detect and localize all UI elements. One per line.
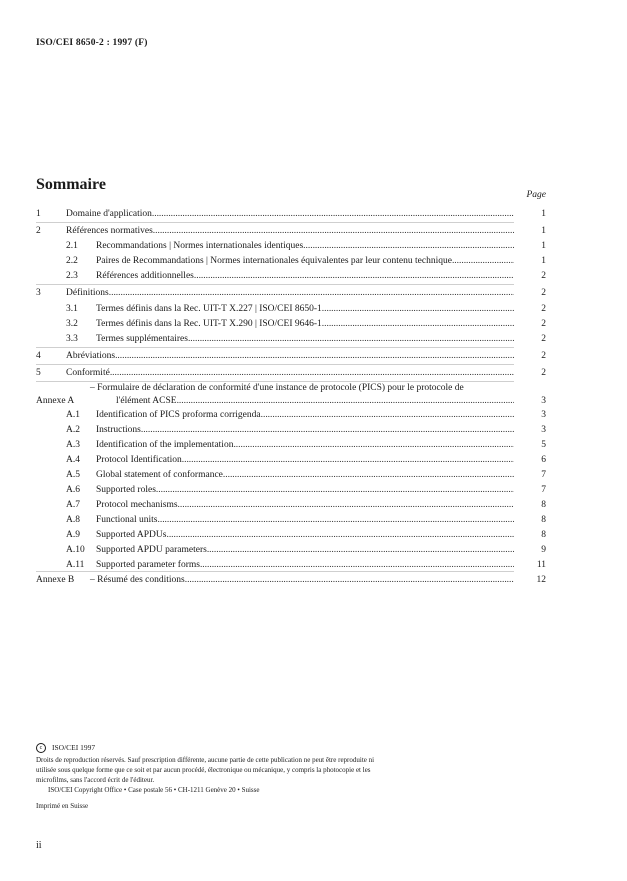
dot-leader: [177, 395, 514, 407]
toc-entry-page: 8: [541, 530, 546, 540]
toc-entry-label: Supported APDU parameters: [96, 545, 207, 555]
toc-entry-number: 3.1: [66, 304, 78, 314]
document-identifier: ISO/CEI 8650-2 : 1997 (F): [36, 38, 148, 48]
rights-statement: Droits de reproduction réservés. Sauf prescription différente, aucune partie de cette publication ne peut être reproduite ni utilisée sous quelque forme que ce soit et par aucun procédé, électronique ou mécanique, y compris la photocopie et les microfilms, sans l'accord écrit de l'éditeur.: [36, 756, 375, 785]
dot-leader: [322, 303, 514, 315]
toc-entry-label: Protocol Identification: [96, 455, 182, 465]
toc-entry[interactable]: [36, 287, 546, 299]
toc-entry-label: Termes définis dans la Rec. UIT-T X.290 | ISO/CEI 9646-1: [96, 319, 322, 329]
dot-leader: [152, 208, 514, 220]
copyright-icon: c: [36, 743, 46, 753]
toc-entry-page: 12: [536, 575, 546, 585]
toc-entry-page: 7: [541, 485, 546, 495]
page-title: Sommaire: [36, 176, 106, 193]
dot-leader: [182, 454, 514, 466]
toc-entry-page: 2: [541, 304, 546, 314]
toc-entry[interactable]: [36, 350, 546, 362]
dot-leader: [452, 255, 514, 267]
toc-entry[interactable]: [36, 469, 546, 481]
toc-entry[interactable]: [36, 255, 546, 267]
toc-entry-number: A.2: [66, 425, 80, 435]
toc-entry-page: 1: [541, 241, 546, 251]
toc-entry[interactable]: [36, 484, 546, 496]
toc-entry-number: A.3: [66, 440, 80, 450]
toc-entry-page: 2: [541, 368, 546, 378]
toc-entry-number: A.9: [66, 530, 80, 540]
toc-entry-label: Identification of the implementation: [96, 440, 234, 450]
toc-entry-page: 8: [541, 500, 546, 510]
toc-entry-number: A.6: [66, 485, 80, 495]
toc-entry-number: 2.3: [66, 271, 78, 281]
toc-entry-number: 2.2: [66, 256, 78, 266]
toc-entry[interactable]: [36, 529, 546, 541]
toc-entry-number: A.1: [66, 410, 80, 420]
dot-leader: [109, 287, 514, 299]
dot-leader: [158, 514, 515, 526]
dot-leader: [322, 318, 514, 330]
toc-entry-page: 5: [541, 440, 546, 450]
toc-entry-label: Conformité: [66, 368, 110, 378]
dot-leader: [185, 574, 514, 586]
section-separator: [36, 347, 514, 348]
dot-leader: [200, 559, 514, 571]
toc-entry[interactable]: [36, 574, 546, 586]
toc-entry-number: 3.2: [66, 319, 78, 329]
section-separator: [36, 222, 514, 223]
toc-entry-label: Supported APDUs: [96, 530, 167, 540]
toc-entry[interactable]: [36, 318, 546, 330]
toc-entry-label: Functional units: [96, 515, 158, 525]
dot-leader: [178, 499, 514, 511]
toc-entry-label: Protocol mechanisms: [96, 500, 178, 510]
dot-leader: [303, 240, 514, 252]
toc-entry[interactable]: [36, 240, 546, 252]
toc-entry[interactable]: [36, 303, 546, 315]
toc-entry-number: Annexe B: [36, 575, 75, 585]
dot-leader: [141, 424, 514, 436]
toc-entry[interactable]: [36, 409, 546, 421]
toc-entry[interactable]: [36, 544, 546, 556]
toc-entry-number: A.5: [66, 470, 80, 480]
toc-entry[interactable]: [36, 439, 546, 451]
toc-entry[interactable]: [36, 454, 546, 466]
toc-entry-page: 2: [541, 334, 546, 344]
toc-entry[interactable]: [36, 270, 546, 282]
dot-leader: [188, 333, 514, 345]
toc-entry[interactable]: [36, 225, 546, 237]
toc-entry-label: Termes supplémentaires: [96, 334, 188, 344]
toc-entry-number: 2: [36, 226, 41, 236]
printed-in: Imprimé en Suisse: [36, 802, 89, 811]
toc-entry-label: Recommandations | Normes internationales identiques: [96, 241, 304, 251]
toc-entry-page: 1: [541, 256, 546, 266]
toc-entry-page: 7: [541, 470, 546, 480]
toc-entry-number: 1: [36, 209, 41, 219]
toc-entry-label: Références normatives: [66, 226, 153, 236]
toc-entry-number: A.7: [66, 500, 80, 510]
dot-leader: [110, 367, 514, 379]
toc-entry-number: 3: [36, 288, 41, 298]
toc-entry-label: Supported parameter forms: [96, 560, 200, 570]
toc-entry-number: 3.3: [66, 334, 78, 344]
section-separator: [36, 284, 514, 285]
dot-leader: [207, 544, 514, 556]
toc-entry-page: 2: [541, 351, 546, 361]
toc-entry-number: 5: [36, 368, 41, 378]
toc-entry[interactable]: [36, 333, 546, 345]
toc-entry-page: 11: [536, 560, 546, 570]
section-separator: [36, 571, 514, 572]
toc-entry-label-first-line: – Formulaire de déclaration de conformité d'une instance de protocole (PICS) pour le protocole de: [90, 383, 464, 393]
toc-entry-label: Paires de Recommandations | Normes internationales équivalentes par leur contenu technique: [96, 256, 452, 266]
toc-entry-label: Domaine d'application: [66, 209, 152, 219]
dot-leader: [233, 439, 514, 451]
toc-entry-page: 3: [541, 396, 546, 406]
copyright-notice: [36, 743, 396, 811]
dot-leader: [153, 225, 514, 237]
toc-entry-page: 6: [541, 455, 546, 465]
toc-entry-number: A.8: [66, 515, 80, 525]
toc-entry-page: 9: [541, 545, 546, 555]
dot-leader: [156, 484, 514, 496]
toc-entry-label: – Résumé des conditions: [90, 575, 185, 585]
toc-entry-number: A.10: [66, 545, 85, 555]
toc-entry-label: Définitions: [66, 288, 109, 298]
toc-entry-number: A.11: [66, 560, 85, 570]
toc-entry-page: 2: [541, 288, 546, 298]
dot-leader: [166, 529, 514, 541]
copyright-holder: ISO/CEI 1997: [52, 743, 96, 752]
page-number: ii: [36, 840, 42, 851]
toc-entry-number: 4: [36, 351, 41, 361]
toc-entry[interactable]: [36, 499, 546, 511]
toc-entry[interactable]: [36, 208, 546, 220]
toc-entry[interactable]: [36, 367, 546, 379]
toc-entry-label: Supported roles: [96, 485, 156, 495]
dot-leader: [223, 469, 514, 481]
toc-entry[interactable]: [36, 424, 546, 436]
toc-entry-label: l'élément ACSE: [116, 396, 177, 406]
toc-entry-page: 8: [541, 515, 546, 525]
toc-entry-page: 2: [541, 319, 546, 329]
toc-entry[interactable]: [36, 514, 546, 526]
dot-leader: [194, 270, 514, 282]
toc-entry-number: A.4: [66, 455, 80, 465]
toc-entry-label: Références additionnelles: [96, 271, 194, 281]
dot-leader: [115, 350, 514, 362]
toc-entry[interactable]: [36, 559, 546, 571]
section-separator: [36, 364, 514, 365]
toc-entry-page: 3: [541, 425, 546, 435]
toc-entry-number: 2.1: [66, 241, 78, 251]
toc-entry-page: 2: [541, 271, 546, 281]
toc-entry-page: 1: [541, 209, 546, 219]
toc-entry-label: Global statement of conformance: [96, 470, 223, 480]
page-column-label: Page: [526, 190, 546, 200]
toc-entry-label: Termes définis dans la Rec. UIT-T X.227 | ISO/CEI 8650-1: [96, 304, 322, 314]
dot-leader: [261, 409, 514, 421]
toc-entry-page: 1: [541, 226, 546, 236]
toc-entry-label: Identification of PICS proforma corrigenda: [96, 410, 261, 420]
toc-entry-label: Abréviations: [66, 351, 116, 361]
toc-entry[interactable]: [36, 383, 546, 407]
toc-entry-number: Annexe A: [36, 396, 75, 406]
toc-entry-page: 3: [541, 410, 546, 420]
toc-entry-label: Instructions: [96, 425, 141, 435]
copyright-office-address: ISO/CEI Copyright Office • Case postale 56 • CH-1211 Genève 20 • Suisse: [48, 786, 260, 795]
